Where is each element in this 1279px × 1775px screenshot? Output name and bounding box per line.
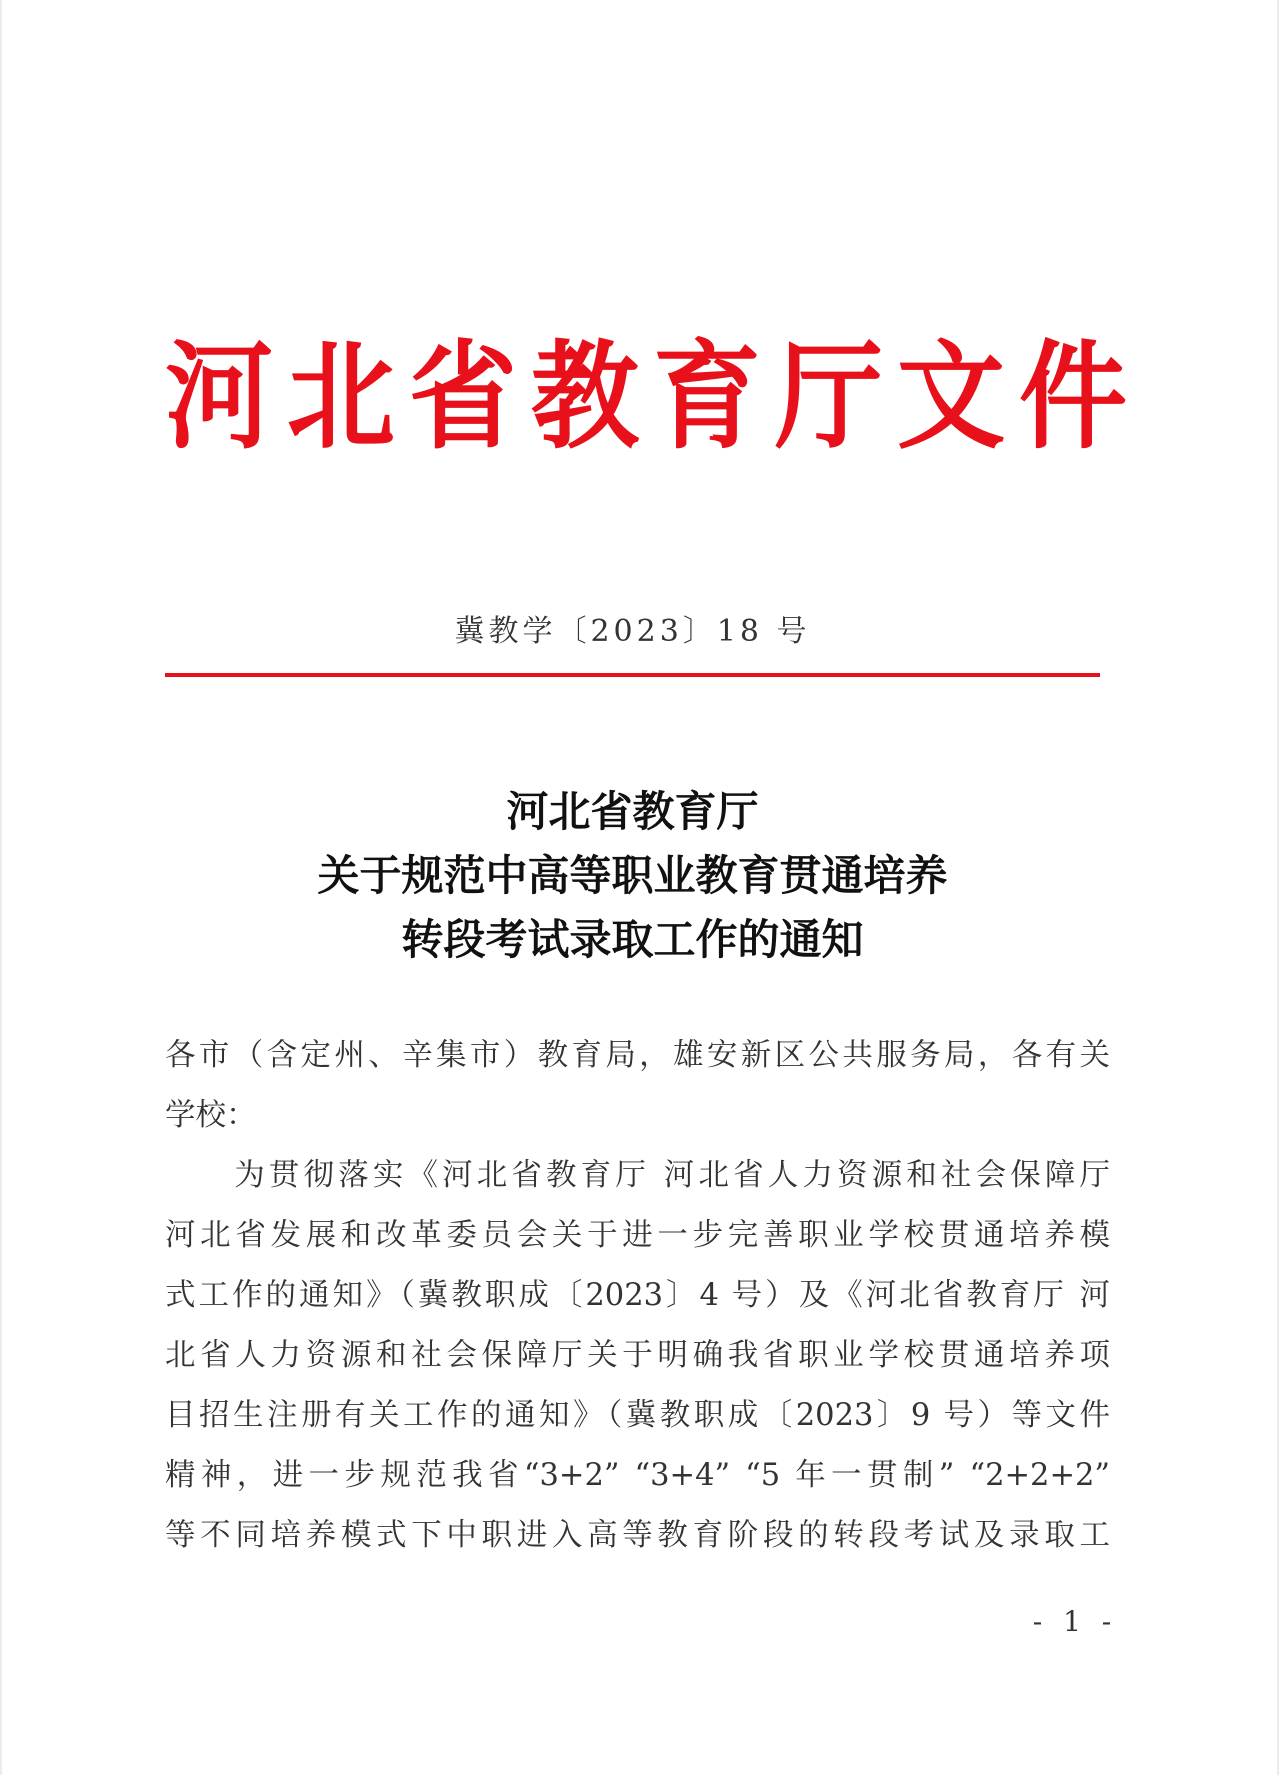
red-letterhead: 河北省教育厅文件	[165, 328, 1142, 466]
body-line: 式工作的通知》（冀教职成〔2023〕4 号）及《河北省教育厅 河	[165, 1278, 1110, 1313]
page-number: - 1 -	[1032, 1605, 1118, 1638]
body-line: 目招生注册有关工作的通知》（冀教职成〔2023〕9 号）等文件	[165, 1398, 1110, 1433]
document-title	[165, 780, 1100, 972]
body-line: 各市（含定州、辛集市）教育局，雄安新区公共服务局，各有关	[165, 1038, 1110, 1073]
red-separator-line	[165, 673, 1100, 677]
body-line: 精神，进一步规范我省“3+2” “3+4” “5 年一贯制” “2+2+2”	[165, 1458, 1110, 1493]
body-line: 河北省发展和改革委员会关于进一步完善职业学校贯通培养模	[165, 1218, 1110, 1253]
body-line: 学校：	[165, 1098, 257, 1133]
body-line: 为贯彻落实《河北省教育厅 河北省人力资源和社会保障厅	[165, 1158, 1110, 1193]
title-line-1: 河北省教育厅	[506, 787, 759, 836]
page-edge-left	[0, 0, 2, 1775]
body-text	[165, 1026, 1110, 1566]
body-line: 北省人力资源和社会保障厅关于明确我省职业学校贯通培养项	[165, 1338, 1110, 1373]
document-number: 冀教学〔2023〕18 号	[454, 614, 811, 649]
title-line-2: 关于规范中高等职业教育贯通培养	[317, 851, 948, 900]
body-line: 等不同培养模式下中职进入高等教育阶段的转段考试及录取工	[165, 1518, 1110, 1553]
title-line-3: 转段考试录取工作的通知	[401, 915, 864, 964]
